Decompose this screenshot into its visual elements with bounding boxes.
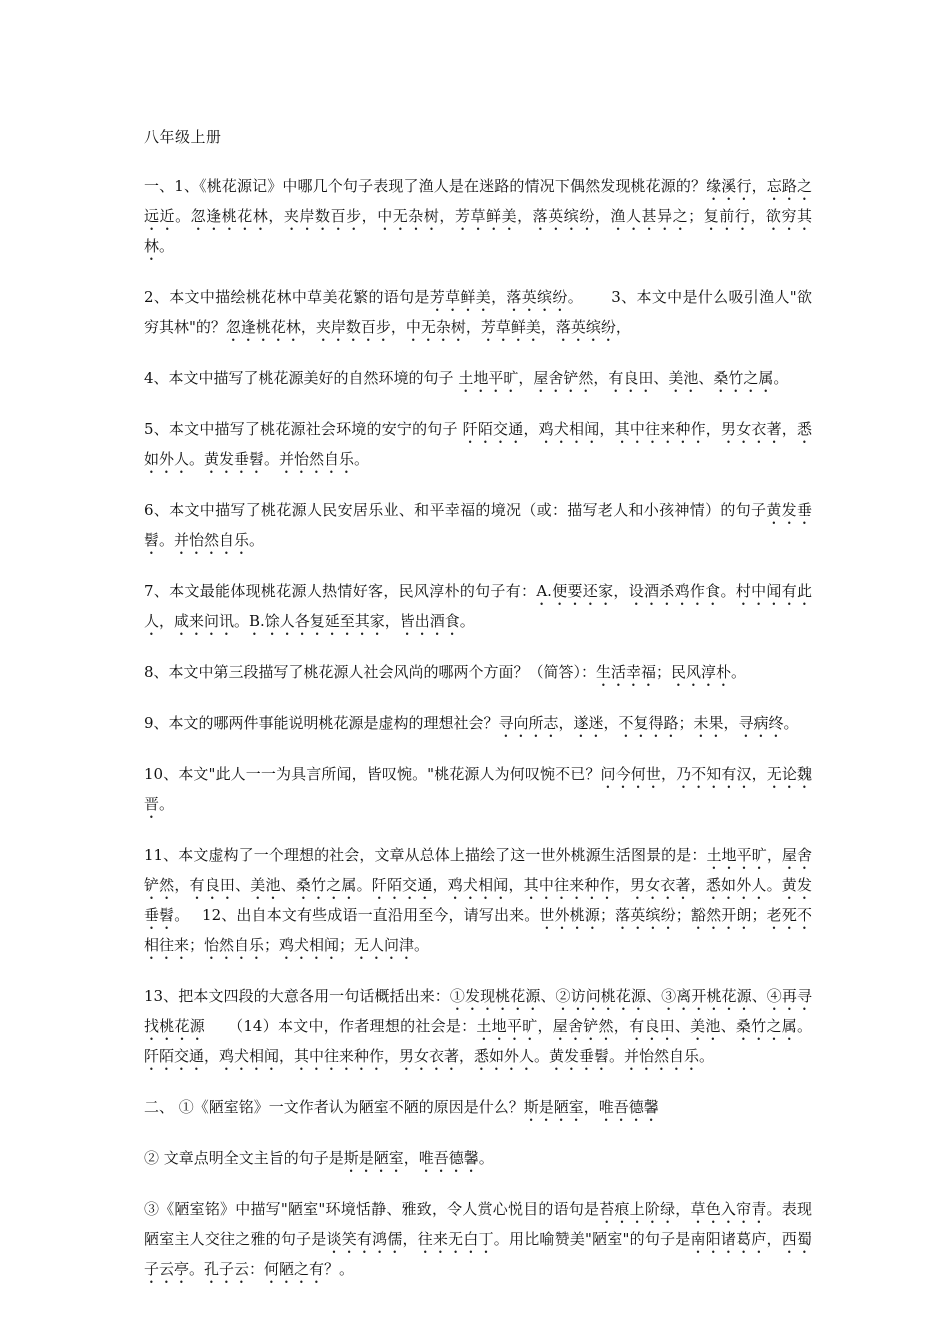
document-body bbox=[144, 126, 812, 1308]
question-paragraph-2-1 bbox=[144, 1095, 812, 1125]
question-paragraph-2-2 bbox=[144, 1146, 812, 1176]
answer-text: 忽逢桃花林，夹岸数百步，中无杂树，芳草鲜美，落英缤纷， bbox=[225, 318, 631, 336]
question-text: 一、1、《桃花源记》中哪几个句子表现了渔人是在迷路的情况下偶然发现桃花源的？ bbox=[144, 177, 707, 195]
answer-text: ①发现桃花源、②访问桃花源、③离开桃花源、④再寻找桃花源 bbox=[144, 987, 812, 1035]
question-paragraph-5 bbox=[144, 417, 812, 477]
question-text: 13、把本文四段的大意各用一句话概括出来： bbox=[144, 987, 450, 1005]
question-text: 11、本文虚构了一个理想的社会，文章从总体上描绘了这一世外桃源生活图景的是： bbox=[144, 846, 707, 864]
answer-text: 缘溪行，忘路之远近。忽逢桃花林，夹岸数百步，中无杂树，芳草鲜美，落英缤纷，渔人甚异之；复前行，欲穷其林。 bbox=[144, 177, 812, 255]
question-paragraph-4 bbox=[144, 366, 812, 396]
answer-text: 苔痕上阶绿，草色入帘青。 bbox=[599, 1200, 782, 1218]
question-text: 二、 ①《陋室铭》一文作者认为陋室不陋的原因是什么？ bbox=[144, 1098, 524, 1116]
question-paragraph-7 bbox=[144, 579, 812, 639]
question-paragraph-10 bbox=[144, 762, 812, 822]
answer-text: 黄发垂髫。并怡然自乐。 bbox=[144, 501, 812, 549]
question-paragraph-2 bbox=[144, 285, 812, 345]
answer-text: 斯是陋室，唯吾德馨 bbox=[523, 1098, 659, 1116]
question-paragraph-13 bbox=[144, 984, 812, 1074]
question-text: ② 文章点明全文主旨的句子是 bbox=[144, 1149, 344, 1167]
question-text: ③《陋室铭》中描写"陋室"环境恬静、雅致，令人赏心悦目的语句是 bbox=[144, 1200, 600, 1218]
question-paragraph-2-3 bbox=[144, 1197, 812, 1287]
answer-text: 南阳诸葛庐，西蜀子云亭。孔子云：何陋之有？。 bbox=[144, 1230, 812, 1278]
answer-text: 寻向所志，遂迷，不复得路；未果，寻病终。 bbox=[498, 714, 799, 732]
answer-text: 阡陌交通，鸡犬相闻，其中往来种作，男女衣著，悉如外人。黄发垂髫。并怡然自乐。 bbox=[144, 420, 812, 468]
answer-text: 芳草鲜美，落英缤纷。 bbox=[429, 288, 576, 306]
answer-text: 土地平旷，屋舍铲然，有良田、美池、桑竹之属。阡陌交通，鸡犬相闻，其中往来种作，男女衣著，悉如外人。黄发垂髫。并怡然自乐。 bbox=[144, 1017, 812, 1065]
answer-text: 生活幸福；民风淳朴。 bbox=[596, 663, 747, 681]
answer-text: 土地平旷，屋舍铲然，有良田、美池、桑竹之属。 bbox=[458, 369, 789, 387]
question-paragraph-6 bbox=[144, 498, 812, 558]
question-paragraph-9 bbox=[144, 711, 812, 741]
question-text: 12、出自本文有些成语一直沿用至今，请写出来。 bbox=[181, 906, 540, 924]
question-text: 4、本文中描写了桃花源美好的自然环境的句子 bbox=[144, 369, 459, 387]
question-text: 5、本文中描写了桃花源社会环境的安宁的句子 bbox=[144, 420, 463, 438]
question-text: 3、本文中是什么吸引渔人"欲穷其林"的？ bbox=[144, 288, 812, 336]
question-text: 用比喻赞美"陋室"的句子是 bbox=[509, 1230, 691, 1248]
answer-text: 土地平旷，屋舍铲然，有良田、美池、桑竹之属。阡陌交通，鸡犬相闻，其中往来种作，男女衣著，悉如外人。黄发垂髫。 bbox=[144, 846, 812, 924]
question-paragraph-11 bbox=[144, 843, 812, 963]
question-text: 9、本文的哪两件事能说明桃花源是虚构的理想社会？ bbox=[144, 714, 499, 732]
answer-text: 世外桃源；落英缤纷；豁然开朗；老死不相往来；怡然自乐；鸡犬相闻；无人问津。 bbox=[144, 906, 812, 954]
answer-text: A.便要还家，设酒杀鸡作食。村中闻有此人，咸来问讯。B.馀人各复延至其家，皆出酒食。 bbox=[144, 582, 812, 630]
question-text: 7、本文最能体现桃花源人热情好客，民风淳朴的句子有： bbox=[144, 582, 537, 600]
answer-text: 斯是陋室，唯吾德馨。 bbox=[343, 1149, 494, 1167]
question-paragraph-8 bbox=[144, 660, 812, 690]
document-title: 八年级上册 bbox=[144, 128, 222, 146]
question-text: 6、本文中描写了桃花源人民安居乐业、和平幸福的境况（或：描写老人和小孩神情）的句子 bbox=[144, 501, 767, 519]
answer-text: 谈笑有鸿儒，往来无白丁。 bbox=[326, 1230, 509, 1248]
question-text: 表现陋室主人交往之雅的句子是 bbox=[144, 1200, 812, 1248]
question-paragraph-1 bbox=[144, 174, 812, 264]
question-text: 8、本文中第三段描写了桃花源人社会风尚的哪两个方面？（简答）： bbox=[144, 663, 597, 681]
question-text: 10、本文"此人一一为具言所闻，皆叹惋。"桃花源人为何叹惋不已？ bbox=[144, 765, 601, 783]
answer-text: 问今何世，乃不知有汉，无论魏晋。 bbox=[144, 765, 812, 813]
question-text: （14）本文中，作者理想的社会是： bbox=[205, 1017, 477, 1035]
question-text: 2、本文中描绘桃花林中草美花繁的语句是 bbox=[144, 288, 430, 306]
